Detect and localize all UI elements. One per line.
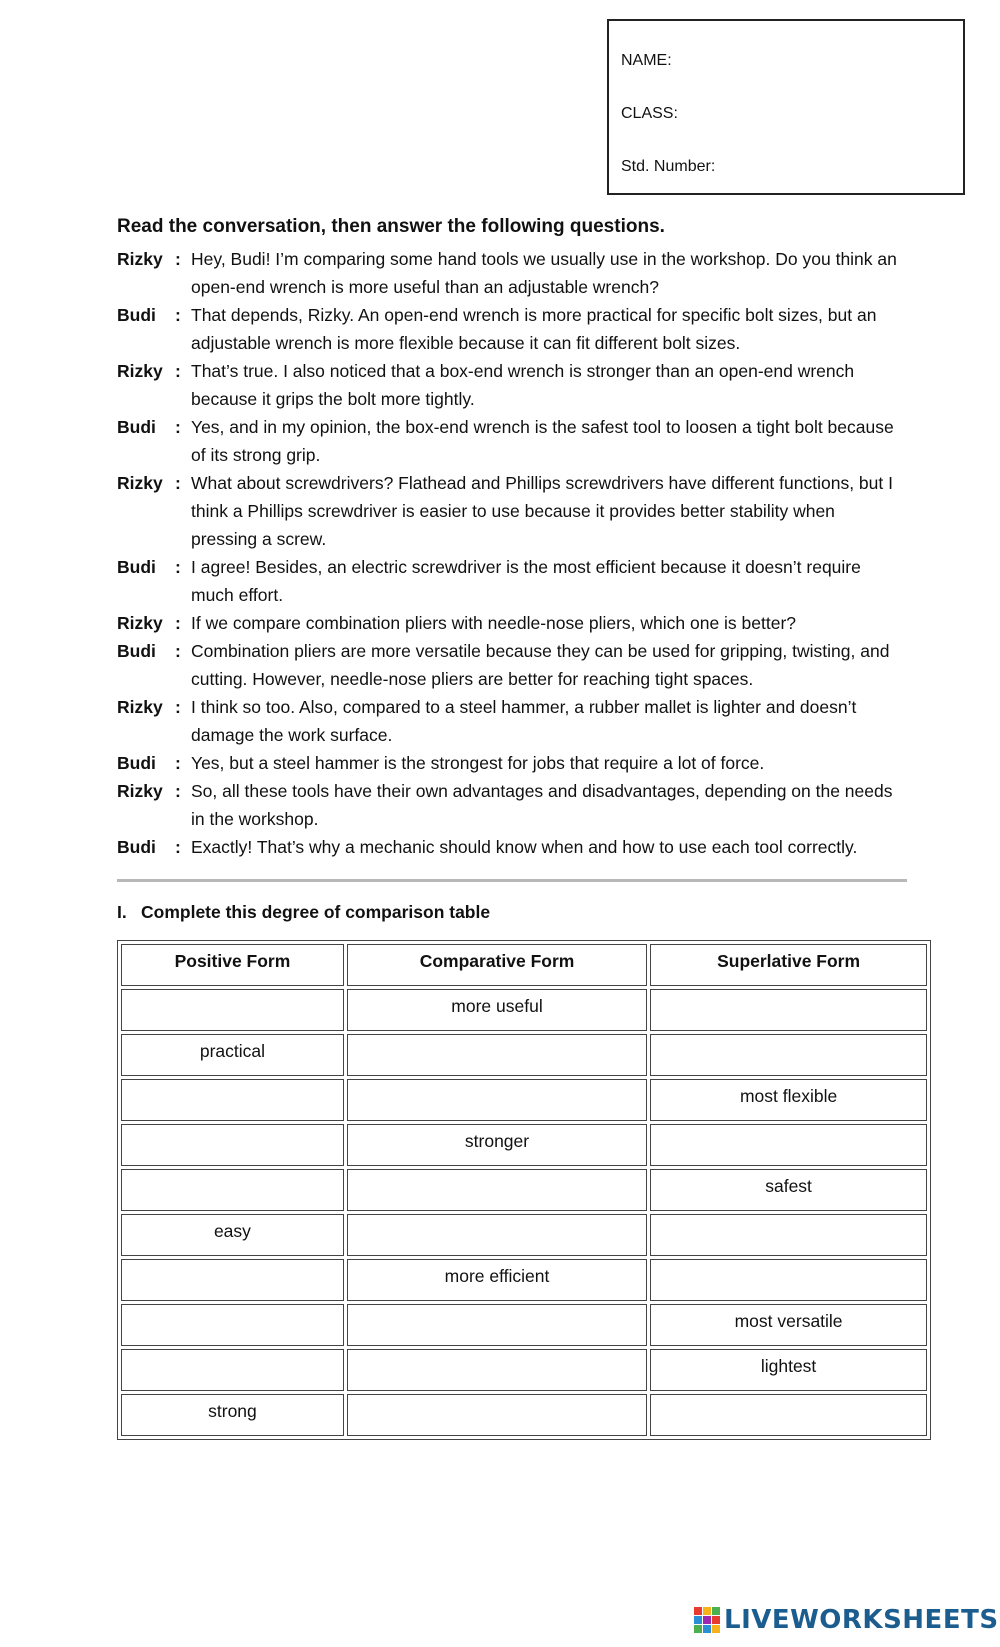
utterance-text: Yes, but a steel hammer is the strongest for jobs that require a lot of force. xyxy=(191,753,765,773)
conversation-turn xyxy=(117,245,897,301)
utterance-text: That depends, Rizky. An open-end wrench is more practical for specific bolt sizes, but an adjustable wrench is more flexible because it can fit different bolt sizes. xyxy=(191,305,877,353)
speaker-colon: : xyxy=(175,473,181,493)
utterance-text: I agree! Besides, an electric screwdriver is the most efficient because it doesn’t require much effort. xyxy=(191,557,861,605)
answer-blank-cell[interactable] xyxy=(347,1079,647,1121)
speaker-name: Budi xyxy=(117,641,156,661)
answer-blank-cell[interactable] xyxy=(121,1259,344,1301)
speaker-name: Budi xyxy=(117,557,156,577)
utterance-text: That’s true. I also noticed that a box-end wrench is stronger than an open-end wrench because it grips the bolt more tightly. xyxy=(191,361,855,409)
table-row xyxy=(121,1169,927,1211)
speaker-name: Rizky xyxy=(117,249,163,269)
answer-blank-cell[interactable] xyxy=(121,989,344,1031)
conversation-turn xyxy=(117,833,897,861)
answer-blank-cell[interactable] xyxy=(347,1304,647,1346)
answer-blank-cell[interactable] xyxy=(347,1349,647,1391)
speaker-name: Rizky xyxy=(117,361,163,381)
logo-text: LIVEWORKSHEETS xyxy=(724,1605,999,1635)
table-row xyxy=(121,1304,927,1346)
section-number: I. xyxy=(117,902,127,922)
conversation-turn xyxy=(117,777,897,833)
section-divider xyxy=(117,879,907,882)
utterance-text: What about screwdrivers? Flathead and Phillips screwdrivers have different functions, but I think a Phillips screwdriver is easier to use because it provides better stability when pressing a screw. xyxy=(191,473,893,549)
table-cell: safest xyxy=(650,1169,927,1211)
speaker-colon: : xyxy=(175,753,181,773)
utterance-text: Combination pliers are more versatile because they can be used for gripping, twisting, and cutting. However, needle-nose pliers are better for reaching tight spaces. xyxy=(191,641,890,689)
utterance-text: I think so too. Also, compared to a steel hammer, a rubber mallet is lighter and doesn’t damage the work surface. xyxy=(191,697,857,745)
table-cell: easy xyxy=(121,1214,344,1256)
speaker-colon: : xyxy=(175,557,181,577)
table-cell: stronger xyxy=(347,1124,647,1166)
table-row xyxy=(121,1394,927,1436)
conversation-turn xyxy=(117,609,897,637)
table-cell: most versatile xyxy=(650,1304,927,1346)
speaker-name: Budi xyxy=(117,753,156,773)
answer-blank-cell[interactable] xyxy=(347,1169,647,1211)
answer-blank-cell[interactable] xyxy=(347,1214,647,1256)
speaker-colon: : xyxy=(175,305,181,325)
table-cell: strong xyxy=(121,1394,344,1436)
answer-blank-cell[interactable] xyxy=(121,1169,344,1211)
conversation-turn xyxy=(117,637,897,693)
student-info-box xyxy=(607,19,965,195)
speaker-name: Rizky xyxy=(117,613,163,633)
table-header-row xyxy=(121,944,927,986)
conversation-turn xyxy=(117,413,897,469)
name-label: NAME: xyxy=(621,52,672,69)
table-row xyxy=(121,1214,927,1256)
answer-blank-cell[interactable] xyxy=(121,1124,344,1166)
speaker-name: Budi xyxy=(117,417,156,437)
answer-blank-cell[interactable] xyxy=(650,1034,927,1076)
answer-blank-cell[interactable] xyxy=(121,1079,344,1121)
answer-blank-cell[interactable] xyxy=(347,1394,647,1436)
liveworksheets-logo xyxy=(694,1605,999,1635)
conversation-turn xyxy=(117,301,897,357)
speaker-colon: : xyxy=(175,837,181,857)
speaker-colon: : xyxy=(175,249,181,269)
speaker-colon: : xyxy=(175,613,181,633)
utterance-text: Exactly! That’s why a mechanic should know when and how to use each tool correctly. xyxy=(191,837,858,857)
conversation xyxy=(117,245,897,861)
speaker-colon: : xyxy=(175,417,181,437)
class-label: CLASS: xyxy=(621,105,678,122)
table-row xyxy=(121,1349,927,1391)
instructions-heading: Read the conversation, then answer the following questions. xyxy=(117,216,665,237)
utterance-text: Yes, and in my opinion, the box-end wrench is the safest tool to loosen a tight bolt because of its strong grip. xyxy=(191,417,894,465)
answer-blank-cell[interactable] xyxy=(650,1124,927,1166)
answer-blank-cell[interactable] xyxy=(347,1034,647,1076)
section-heading xyxy=(117,902,490,923)
comparison-table xyxy=(117,940,931,1440)
table-cell: more efficient xyxy=(347,1259,647,1301)
speaker-name: Budi xyxy=(117,837,156,857)
speaker-colon: : xyxy=(175,361,181,381)
speaker-colon: : xyxy=(175,781,181,801)
table-row xyxy=(121,1079,927,1121)
header-positive: Positive Form xyxy=(121,944,344,986)
utterance-text: If we compare combination pliers with needle-nose pliers, which one is better? xyxy=(191,613,797,633)
answer-blank-cell[interactable] xyxy=(650,989,927,1031)
answer-blank-cell[interactable] xyxy=(650,1394,927,1436)
conversation-turn xyxy=(117,749,897,777)
conversation-turn xyxy=(117,357,897,413)
answer-blank-cell[interactable] xyxy=(121,1304,344,1346)
logo-blocks-icon xyxy=(694,1607,720,1633)
table-cell: more useful xyxy=(347,989,647,1031)
speaker-name: Rizky xyxy=(117,697,163,717)
speaker-name: Rizky xyxy=(117,473,163,493)
section-title: Complete this degree of comparison table xyxy=(141,902,491,922)
header-superlative: Superlative Form xyxy=(650,944,927,986)
speaker-colon: : xyxy=(175,641,181,661)
table-row xyxy=(121,1259,927,1301)
speaker-colon: : xyxy=(175,697,181,717)
table-cell: lightest xyxy=(650,1349,927,1391)
header-comparative: Comparative Form xyxy=(347,944,647,986)
speaker-name: Rizky xyxy=(117,781,163,801)
table-row xyxy=(121,1034,927,1076)
table-row xyxy=(121,989,927,1031)
answer-blank-cell[interactable] xyxy=(121,1349,344,1391)
table-body xyxy=(121,989,927,1436)
conversation-turn xyxy=(117,693,897,749)
utterance-text: So, all these tools have their own advantages and disadvantages, depending on the needs in the workshop. xyxy=(191,781,893,829)
table-cell: practical xyxy=(121,1034,344,1076)
speaker-name: Budi xyxy=(117,305,156,325)
answer-blank-cell[interactable] xyxy=(650,1259,927,1301)
conversation-turn xyxy=(117,469,897,553)
utterance-text: Hey, Budi! I’m comparing some hand tools we usually use in the workshop. Do you think an open-end wrench is more useful than an adjustable wrench? xyxy=(191,249,897,297)
table-cell: most flexible xyxy=(650,1079,927,1121)
table-row xyxy=(121,1124,927,1166)
conversation-turn xyxy=(117,553,897,609)
std-number-label: Std. Number: xyxy=(621,158,716,175)
answer-blank-cell[interactable] xyxy=(650,1214,927,1256)
